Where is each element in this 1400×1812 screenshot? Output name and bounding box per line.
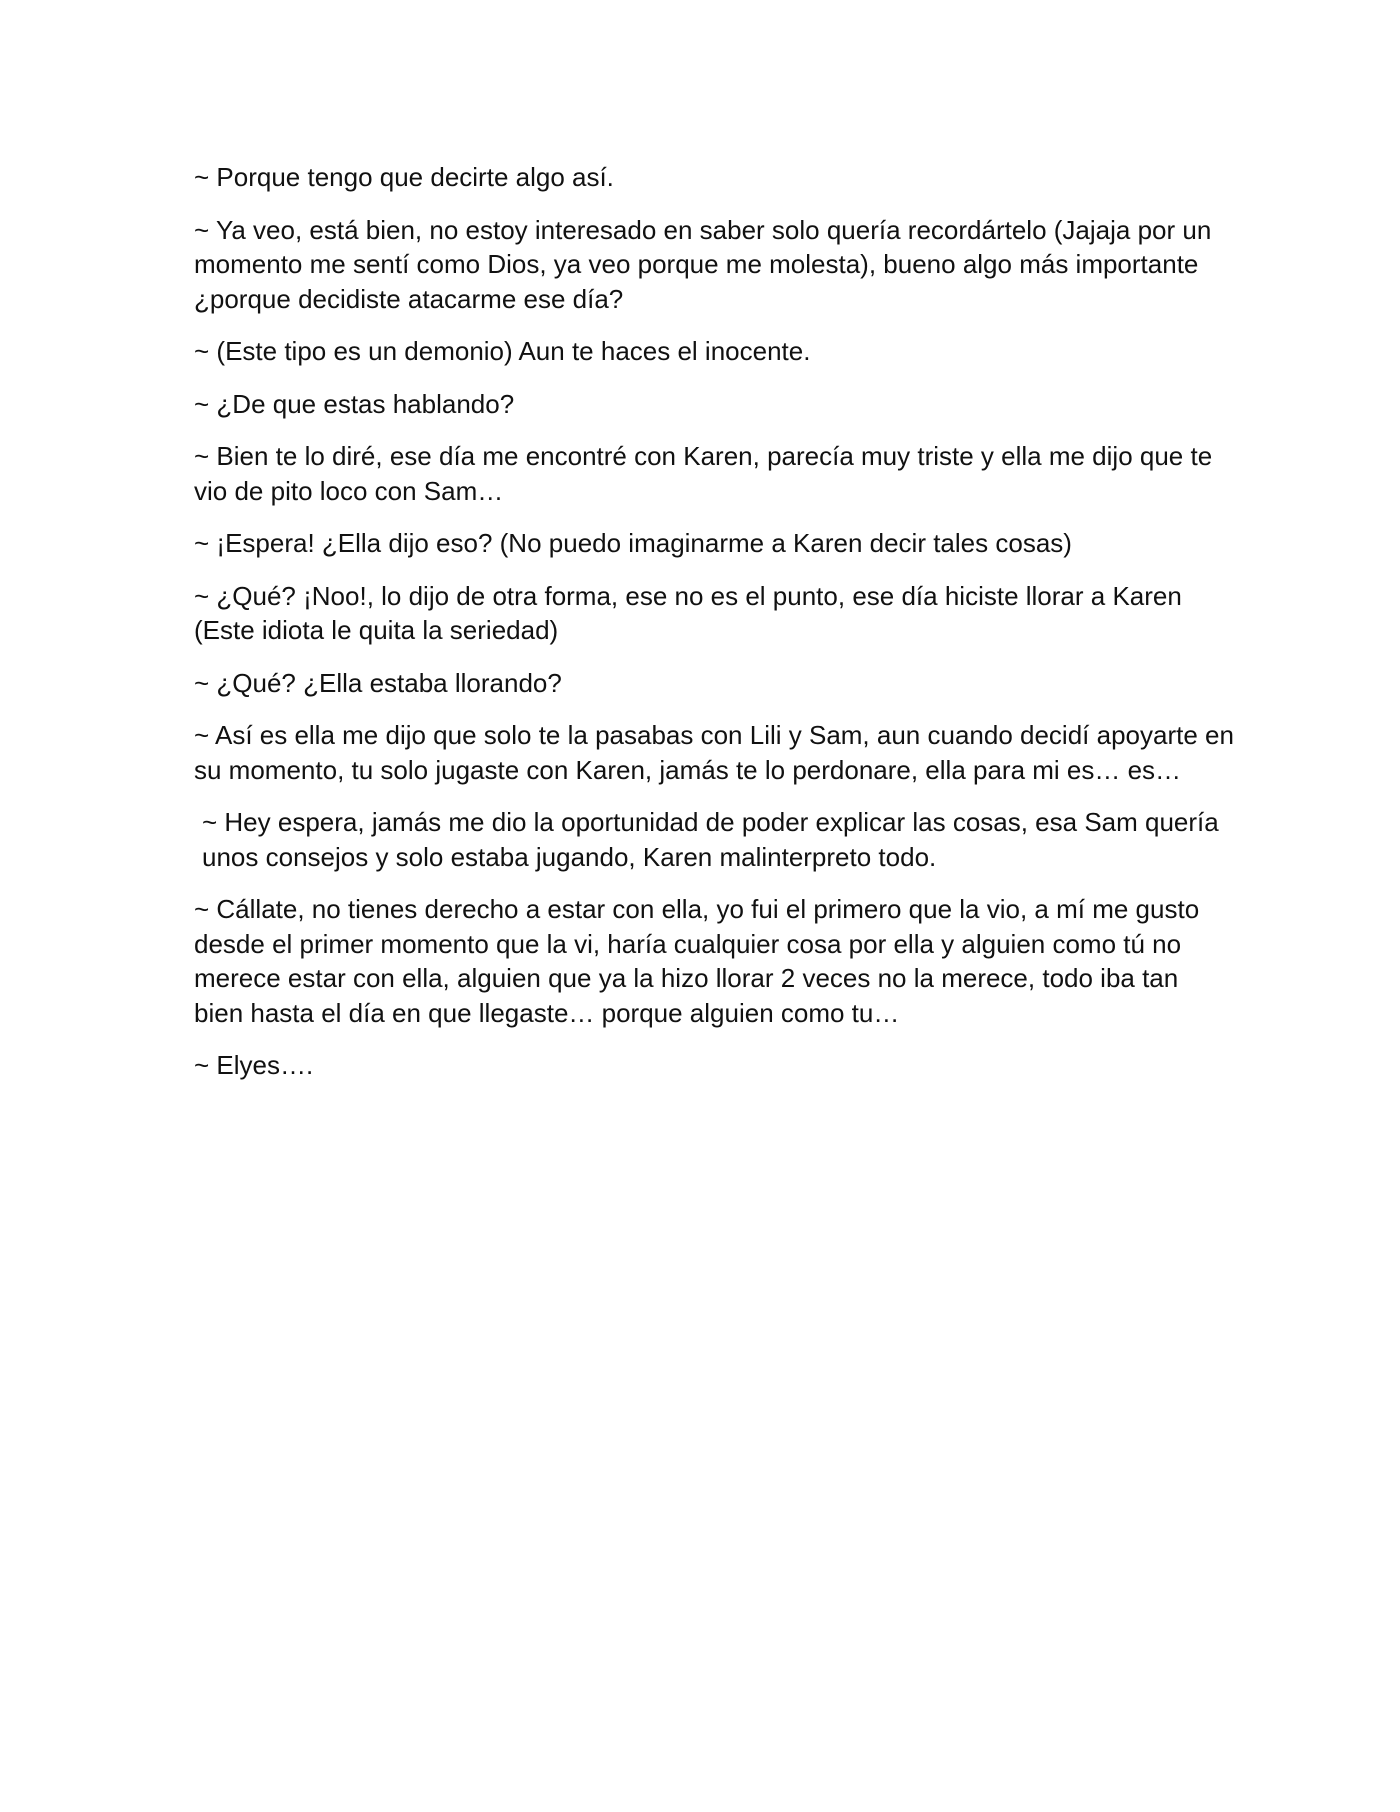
paragraph: ~ (Este tipo es un demonio) Aun te haces el inocente. xyxy=(194,336,811,366)
paragraph: ~ Porque tengo que decirte algo así. xyxy=(194,162,614,192)
paragraph: ~ Elyes…. xyxy=(194,1050,314,1080)
paragraph: ~ ¿De que estas hablando? xyxy=(194,388,515,419)
document-page xyxy=(194,160,1234,1101)
paragraph: ~ Hey espera, jamás me dio la oportunidad de poder explicar las cosas, esa Sam quería unos consejos y solo estaba jugando, Karen malinterpreto todo. xyxy=(202,807,1219,872)
paragraph: ~ ¡Espera! ¿Ella dijo eso? (No puedo imaginarme a Karen decir tales cosas) xyxy=(194,528,1072,558)
paragraph: ~ Así es ella me dijo que solo te la pasabas con Lili y Sam, aun cuando decidí apoyarte en su momento, tu solo jugaste con Karen, jamás te lo perdonare, ella para mi es… es… xyxy=(194,720,1234,785)
paragraph: ~ ¿Qué? ¡Noo!, lo dijo de otra forma, ese no es el punto, ese día hiciste llorar a Karen (Este idiota le quita la seriedad) xyxy=(194,580,1182,645)
paragraph: ~ Ya veo, está bien, no estoy interesado en saber solo quería recordártelo (Jajaja por un momento me sentí como Dios, ya veo porque me molesta), bueno algo más importante ¿porque decidiste atacarme ese día? xyxy=(194,214,1212,314)
paragraph: ~ Cállate, no tienes derecho a estar con ella, yo fui el primero que la vio, a mí me gusto desde el primer momento que la vi, haría cualquier cosa por ella y alguien como tú no merece estar con ella, alguien que ya la hizo llorar 2 veces no la merece, todo iba tan bien hasta el día en que llegaste… porque alguien como tu… xyxy=(194,894,1200,1028)
paragraph: ~ Bien te lo diré, ese día me encontré con Karen, parecía muy triste y ella me dijo que te vio de pito loco con Sam… xyxy=(194,441,1213,506)
paragraph: ~ ¿Qué? ¿Ella estaba llorando? xyxy=(194,667,562,698)
